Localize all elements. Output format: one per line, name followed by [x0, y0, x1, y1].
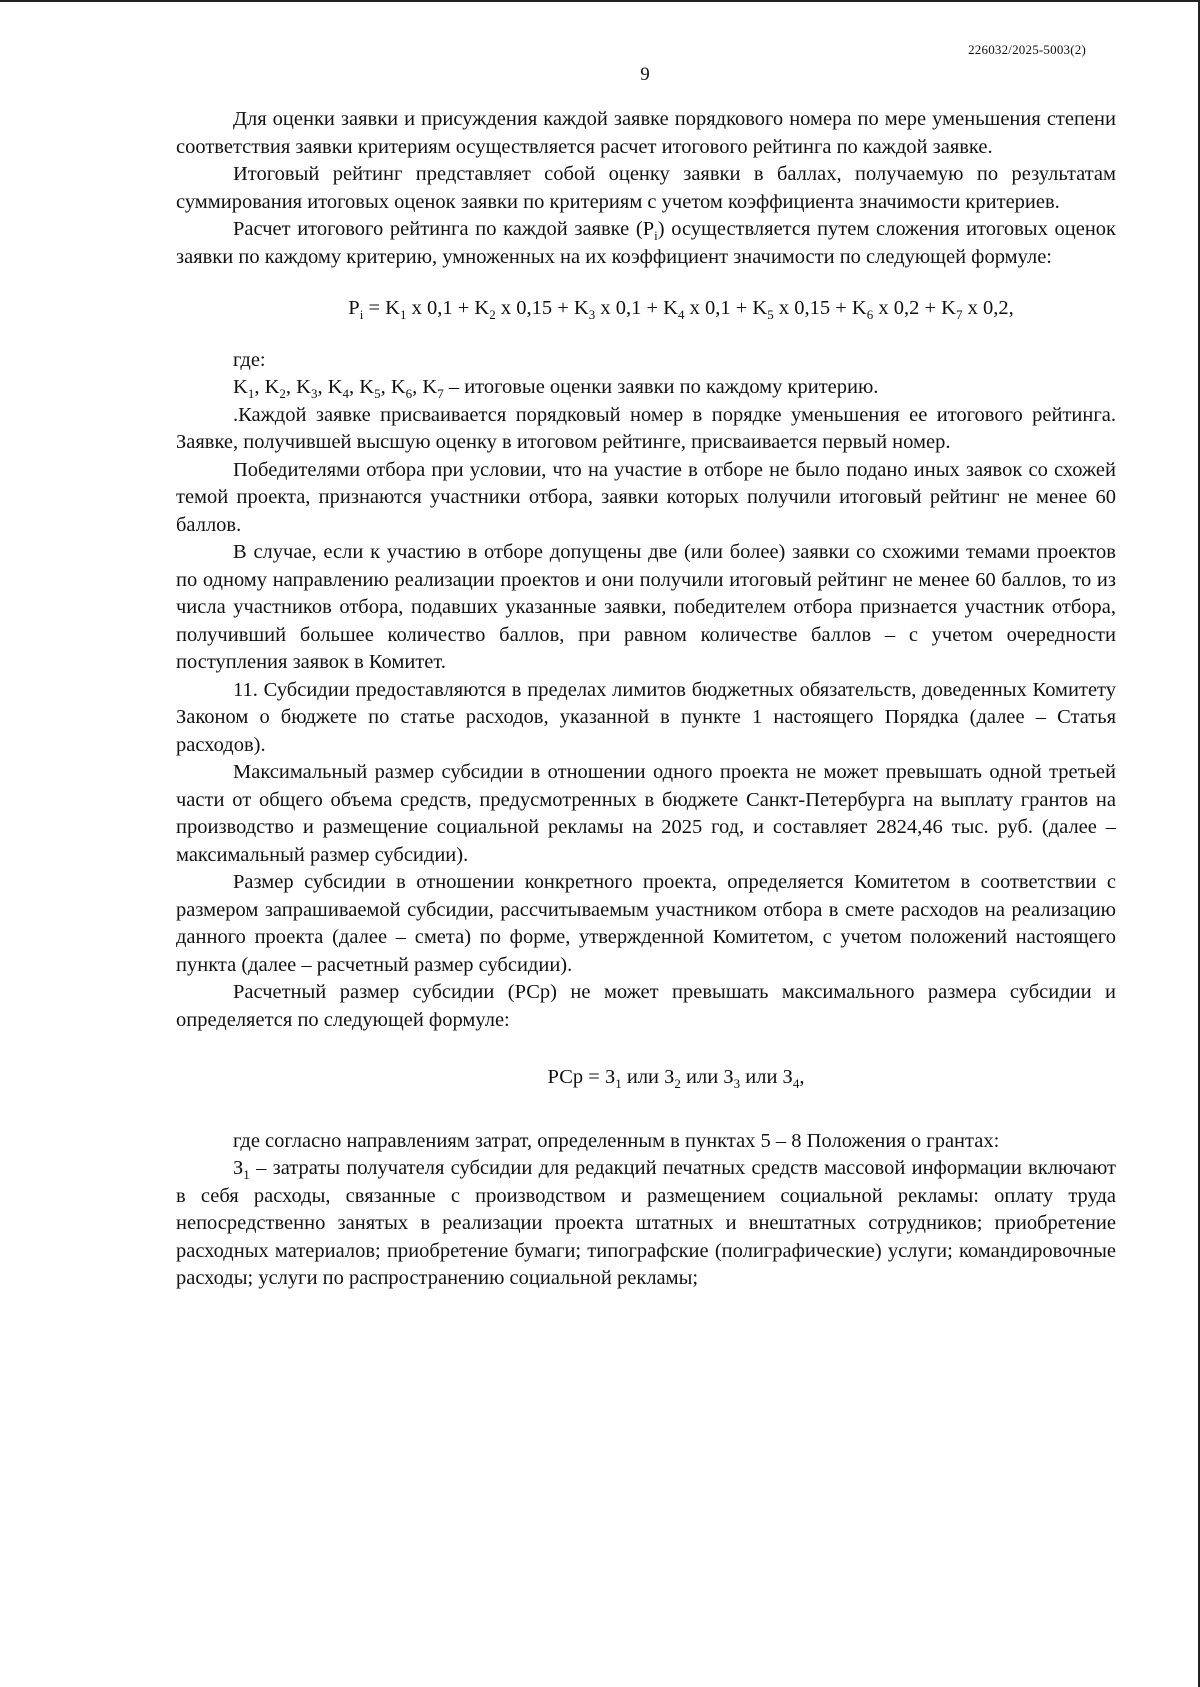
formula1-term-letter: K — [474, 297, 490, 319]
formula1-lhs: P — [348, 297, 360, 319]
legend-letter: K — [390, 376, 406, 398]
paragraph-winners: Победителями отбора при условии, что на участие в отборе не было подано иных заявок со схожей темой проекта, признаются участники отбора, заявки которых получили итоговый рейтинг не менее 60 баллов. — [176, 458, 1116, 536]
paragraph-calculated-size: Расчетный размер субсидии (РСр) не может превышать максимального размера субсидии и определяется по следующей формуле: — [176, 981, 1116, 1031]
formula1-term-tail: x 0,1 + — [595, 297, 664, 319]
document-number: 226032/2025-5003(2) — [968, 42, 1086, 57]
legend-letter: K — [233, 376, 248, 398]
formula1-term-letter: K — [941, 297, 956, 319]
formula2-term-sub: 2 — [674, 1076, 681, 1092]
formula2-term-sub: 1 — [615, 1076, 622, 1092]
paragraph-rating-calculation — [176, 216, 1116, 271]
z1-letter: З — [233, 1157, 244, 1179]
formula1-eq: = — [363, 297, 386, 319]
formula2-term-tail: или — [740, 1066, 783, 1088]
page-number: 9 — [640, 64, 650, 85]
formula1-term-tail: x 0,1 + — [684, 297, 753, 319]
subsidy-formula — [176, 1064, 1116, 1092]
formula1-term-tail: x 0,1 + — [406, 297, 475, 319]
formula1-term-letter: K — [851, 297, 867, 319]
formula2-term-letter: З — [723, 1066, 734, 1088]
paragraph-clause-11: 11. Субсидии предоставляются в пределах лимитов бюджетных обязательств, доведенных Комитету Законом о бюджете по статье расходов, указанной в пункте 1 настоящего Порядка (далее – Статья расходов). — [176, 678, 1116, 756]
formula1-lhs-sub: i — [359, 307, 364, 323]
document-body — [176, 106, 1116, 1293]
legend-sub: 6 — [405, 386, 413, 402]
formula2-term-letter: З — [782, 1066, 793, 1088]
legend-letter: K — [327, 376, 343, 398]
rating-formula — [176, 295, 1116, 323]
formula2-term-tail: или — [621, 1066, 665, 1088]
formula1-term-sub: 5 — [767, 307, 774, 323]
paragraph-cost-directions: где согласно направлениям затрат, определенным в пунктах 5 – 8 Положения о грантах: — [233, 1129, 1000, 1152]
formula2-term-tail: или — [680, 1066, 724, 1088]
p3-text-before: Расчет итогового рейтинга по каждой заявке (P — [233, 218, 655, 240]
legend-sep: , — [380, 376, 391, 398]
formula1-term-letter: K — [752, 297, 768, 319]
formula2-lhs: РСр = — [547, 1066, 605, 1088]
formula1-term-sub: 1 — [399, 307, 407, 323]
legend-sep: , — [317, 376, 328, 398]
formula1-term-sub: 4 — [677, 307, 685, 323]
paragraph-rating-definition: Итоговый рейтинг представляет собой оценку заявки в баллах, получаемую по результатам суммирования итоговых оценок заявки по критериям с учетом коэффициента значимости критериев. — [176, 163, 1116, 213]
legend-sep: , — [412, 376, 423, 398]
paragraph-cost-z1 — [176, 1155, 1116, 1293]
formula1-term-letter: K — [385, 297, 400, 319]
legend-letter: K — [422, 376, 438, 398]
legend-sub: 4 — [342, 386, 349, 402]
legend-letter: K — [359, 376, 375, 398]
formula2-term-letter: З — [664, 1066, 675, 1088]
legend-sub: 2 — [279, 386, 286, 402]
paragraph-max-subsidy: Максимальный размер субсидии в отношении одного проекта не может превышать одной третьей части от общего объема средств, предусмотренных в бюджете Санкт-Петербурга на выплату грантов на производство и размещение социальной рекламы на 2025 год, и составляет 2824,46 тыс. руб. (далее – максимальный размер субсидии). — [176, 761, 1116, 866]
formula2-term-letter: З — [604, 1066, 616, 1088]
legend-sub: 1 — [247, 386, 255, 402]
where-label: где: — [233, 348, 266, 371]
formula1-term-sub: 7 — [955, 307, 963, 323]
paragraph-subsidy-size: Размер субсидии в отношении конкретного проекта, определяется Комитетом в соответствии с размером запрашиваемой субсидии, рассчитываемым участником отбора в смете расходов на реализацию данного проекта (далее – смета) по форме, утвержденной Комитетом, с учетом положений настоящего пункта (далее – расчетный размер субсидии). — [176, 871, 1116, 976]
formula1-term-sub: 6 — [866, 307, 874, 323]
p3-text-after: ) осуществляется путем сложения итоговых оценок заявки по каждому критерию, умноженных на их коэффициент значимости по следующей формуле: — [176, 218, 1116, 268]
legend-sep: , — [285, 376, 297, 398]
formula1-term-letter: K — [663, 297, 678, 319]
legend-sep: , — [254, 376, 265, 398]
z1-text: – затраты получателя субсидии для редакций печатных средств массовой информации включают в себя расходы, связанные с производством и размещением социальной рекламы: оплату труда непосредственно занятых в реализации проекта штатных и внештатных сотрудников; приобретение расходных материалов; приобретение бумаги; типографские (полиграфические) услуги; командировочные расходы; услуги по распространению социальной рекламы; — [176, 1157, 1116, 1289]
legend-letter: K — [264, 376, 280, 398]
legend-sub: 7 — [437, 386, 444, 402]
legend-tail: – итоговые оценки заявки по каждому критерию. — [443, 376, 879, 398]
paragraph-tie-break: В случае, если к участию в отборе допущены две (или более) заявки со схожими темами проектов по одному направлению реализации проектов и они получили итоговый рейтинг не менее 60 баллов, то из числа участников отбора, подавших указанные заявки, победителем отбора признается участник отбора, получивший большее количество баллов, при равном количестве баллов – с учетом очередности поступления заявок в Комитет. — [176, 541, 1116, 673]
formula1-term-letter: K — [573, 297, 589, 319]
formula1-term-tail: x 0,15 + — [495, 297, 574, 319]
formula2-term-sub: 4 — [792, 1076, 800, 1092]
formula2-term-sub: 3 — [733, 1076, 741, 1092]
paragraph-order-numbering: .Каждой заявке присваивается порядковый номер в порядке уменьшения ее итогового рейтинга. Заявке, получившей высшую оценку в итоговом рейтинге, присваивается первый номер. — [176, 403, 1116, 453]
formula1-term-tail: x 0,15 + — [773, 297, 852, 319]
p3-subscript: i — [654, 228, 658, 244]
legend-sep: , — [349, 376, 360, 398]
legend-sub: 5 — [374, 386, 381, 402]
formula2-term-tail: , — [799, 1066, 805, 1088]
criteria-scores-legend — [176, 374, 1116, 402]
formula1-term-tail: x 0,2, — [962, 297, 1014, 319]
z1-subscript: 1 — [243, 1167, 250, 1183]
legend-sub: 3 — [310, 386, 318, 402]
paragraph-rating-purpose: Для оценки заявки и присуждения каждой заявке порядкового номера по мере уменьшения степени соответствия заявки критериям осуществляется расчет итогового рейтинга по каждой заявке. — [176, 108, 1116, 158]
formula1-term-sub: 2 — [489, 307, 496, 323]
legend-letter: K — [296, 376, 311, 398]
formula1-term-tail: x 0,2 + — [873, 297, 942, 319]
formula1-term-sub: 3 — [588, 307, 596, 323]
